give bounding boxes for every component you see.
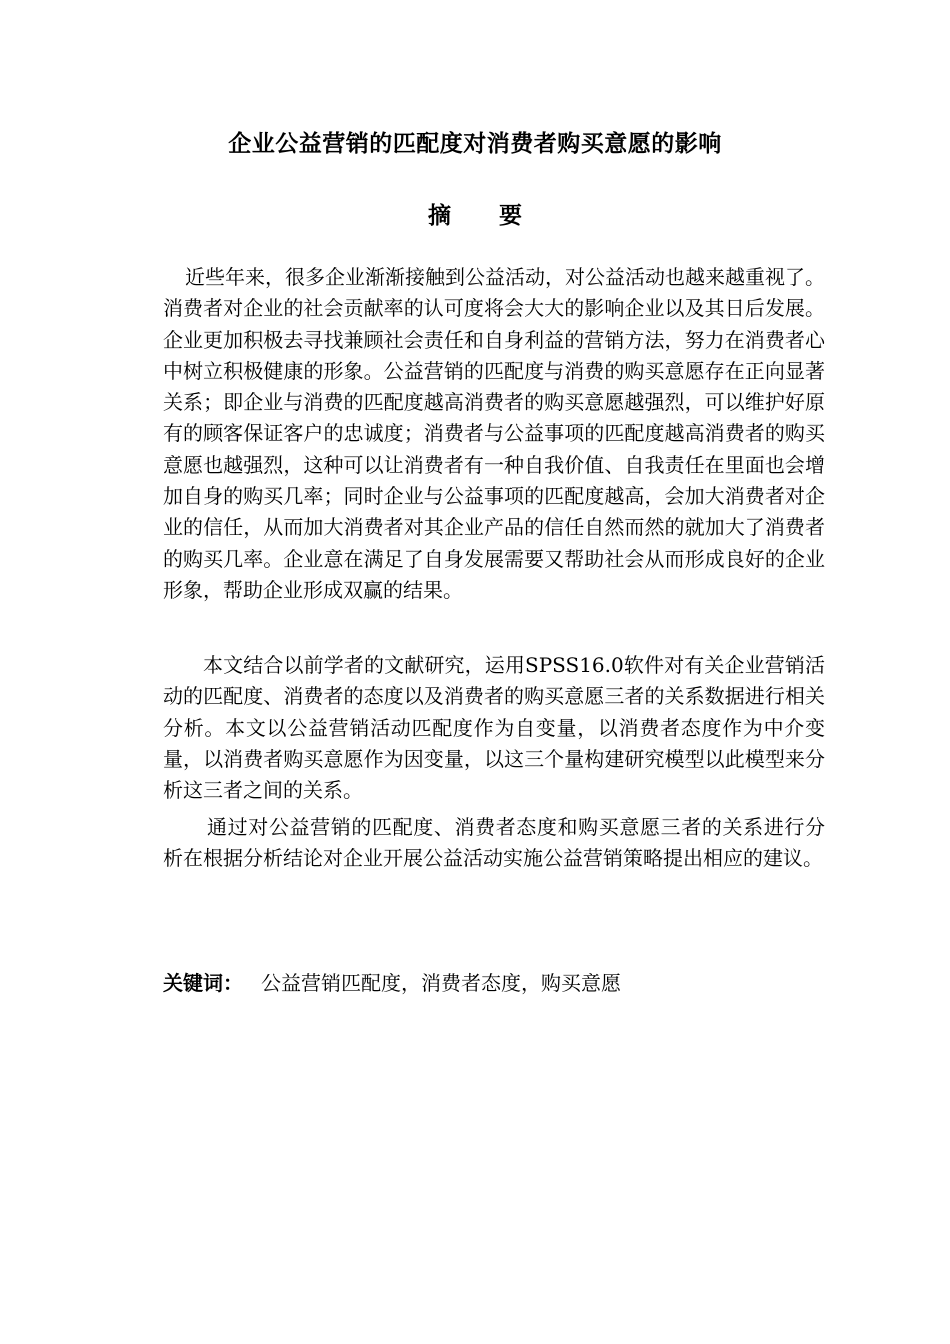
keywords-line: [163, 968, 825, 1000]
keywords-label: 关键词：: [163, 971, 243, 995]
abstract-paragraph-2: 本文结合以前学者的文献研究，运用SPSS16.0软件对有关企业营销活动的匹配度、消费者的态度以及消费者的购买意愿三者的关系数据进行相关分析。本文以公益营销活动匹配度作为自变量，以消费者态度作为中介变量，以消费者购买意愿作为因变量，以这三个量构建研究模型以此模型来分析这三者之间的关系。: [163, 653, 825, 803]
abstract-paragraph-3: 通过对公益营销的匹配度、消费者态度和购买意愿三者的关系进行分析在根据分析结论对企业开展公益活动实施公益营销策略提出相应的建议。: [163, 815, 825, 871]
abstract-heading: 摘要: [428, 203, 570, 229]
keywords-value: 公益营销匹配度，消费者态度，购买意愿: [261, 971, 621, 995]
paper-title: 企业公益营销的匹配度对消费者购买意愿的影响: [228, 131, 722, 157]
abstract-paragraph-1: 近些年来，很多企业渐渐接触到公益活动，对公益活动也越来越重视了。消费者对企业的社会贡献率的认可度将会大大的影响企业以及其日后发展。企业更加积极去寻找兼顾社会责任和自身利益的营销方法，努力在消费者心中树立积极健康的形象。公益营销的匹配度与消费的购买意愿存在正向显著关系；即企业与消费的匹配度越高消费者的购买意愿越强烈，可以维护好原有的顾客保证客户的忠诚度；消费者与公益事项的匹配度越高消费者的购买意愿也越强烈，这种可以让消费者有一种自我价值、自我责任在里面也会增加自身的购买几率；同时企业与公益事项的匹配度越高，会加大消费者对企业的信任，从而加大消费者对其企业产品的信任自然而然的就加大了消费者的购买几率。企业意在满足了自身发展需要又帮助社会从而形成良好的企业形象，帮助企业形成双赢的结果。: [163, 265, 825, 602]
